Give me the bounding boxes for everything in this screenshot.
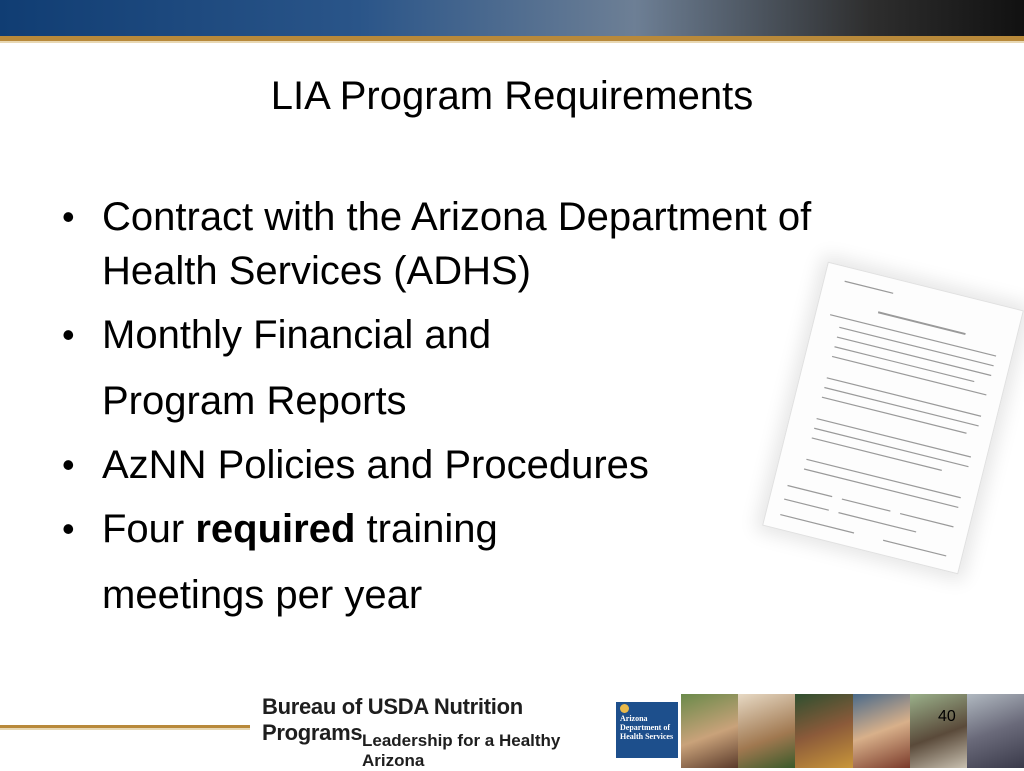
bullet-dot: • (62, 444, 75, 485)
photo (681, 694, 738, 768)
top-banner (0, 0, 1024, 36)
bullet-dot: • (62, 314, 75, 355)
bullet-dot: • (62, 508, 75, 549)
tagline: Leadership for a Healthy Arizona (362, 731, 561, 770)
logo-line: Arizona (620, 714, 648, 723)
photo-strip (681, 694, 1024, 768)
bullet-text-continued: Program Reports (102, 379, 407, 423)
bullet-text: Monthly Financial and (102, 313, 492, 357)
photo (967, 694, 1024, 768)
slide-title: LIA Program Requirements (270, 74, 754, 118)
bullet-text-prefix: Four (102, 507, 196, 551)
bullet-text-suffix: training (355, 507, 498, 551)
photo (738, 694, 795, 768)
bureau-name: Bureau of USDA Nutrition Programs (262, 694, 523, 745)
photo (853, 694, 910, 768)
bullet-text: AzNN Policies and Procedures (102, 443, 649, 487)
bullet-text: Contract with the Arizona Department of (102, 195, 812, 239)
bullet-item (56, 190, 936, 298)
top-light-rule (0, 41, 1024, 43)
bullet-dot: • (62, 196, 75, 237)
photo (910, 694, 967, 768)
bullet-text-continued: Health Services (ADHS) (102, 249, 532, 293)
page-number: 40 (938, 708, 956, 725)
sun-icon (620, 704, 629, 713)
photo (795, 694, 852, 768)
logo-line: Health Services (620, 732, 674, 741)
bullet-text-emphasis: required (195, 507, 356, 551)
adhs-logo (616, 702, 678, 758)
logo-line: Department of (620, 723, 670, 732)
bullet-text-continued: meetings per year (102, 573, 423, 617)
bottom-light-rule (0, 728, 250, 730)
